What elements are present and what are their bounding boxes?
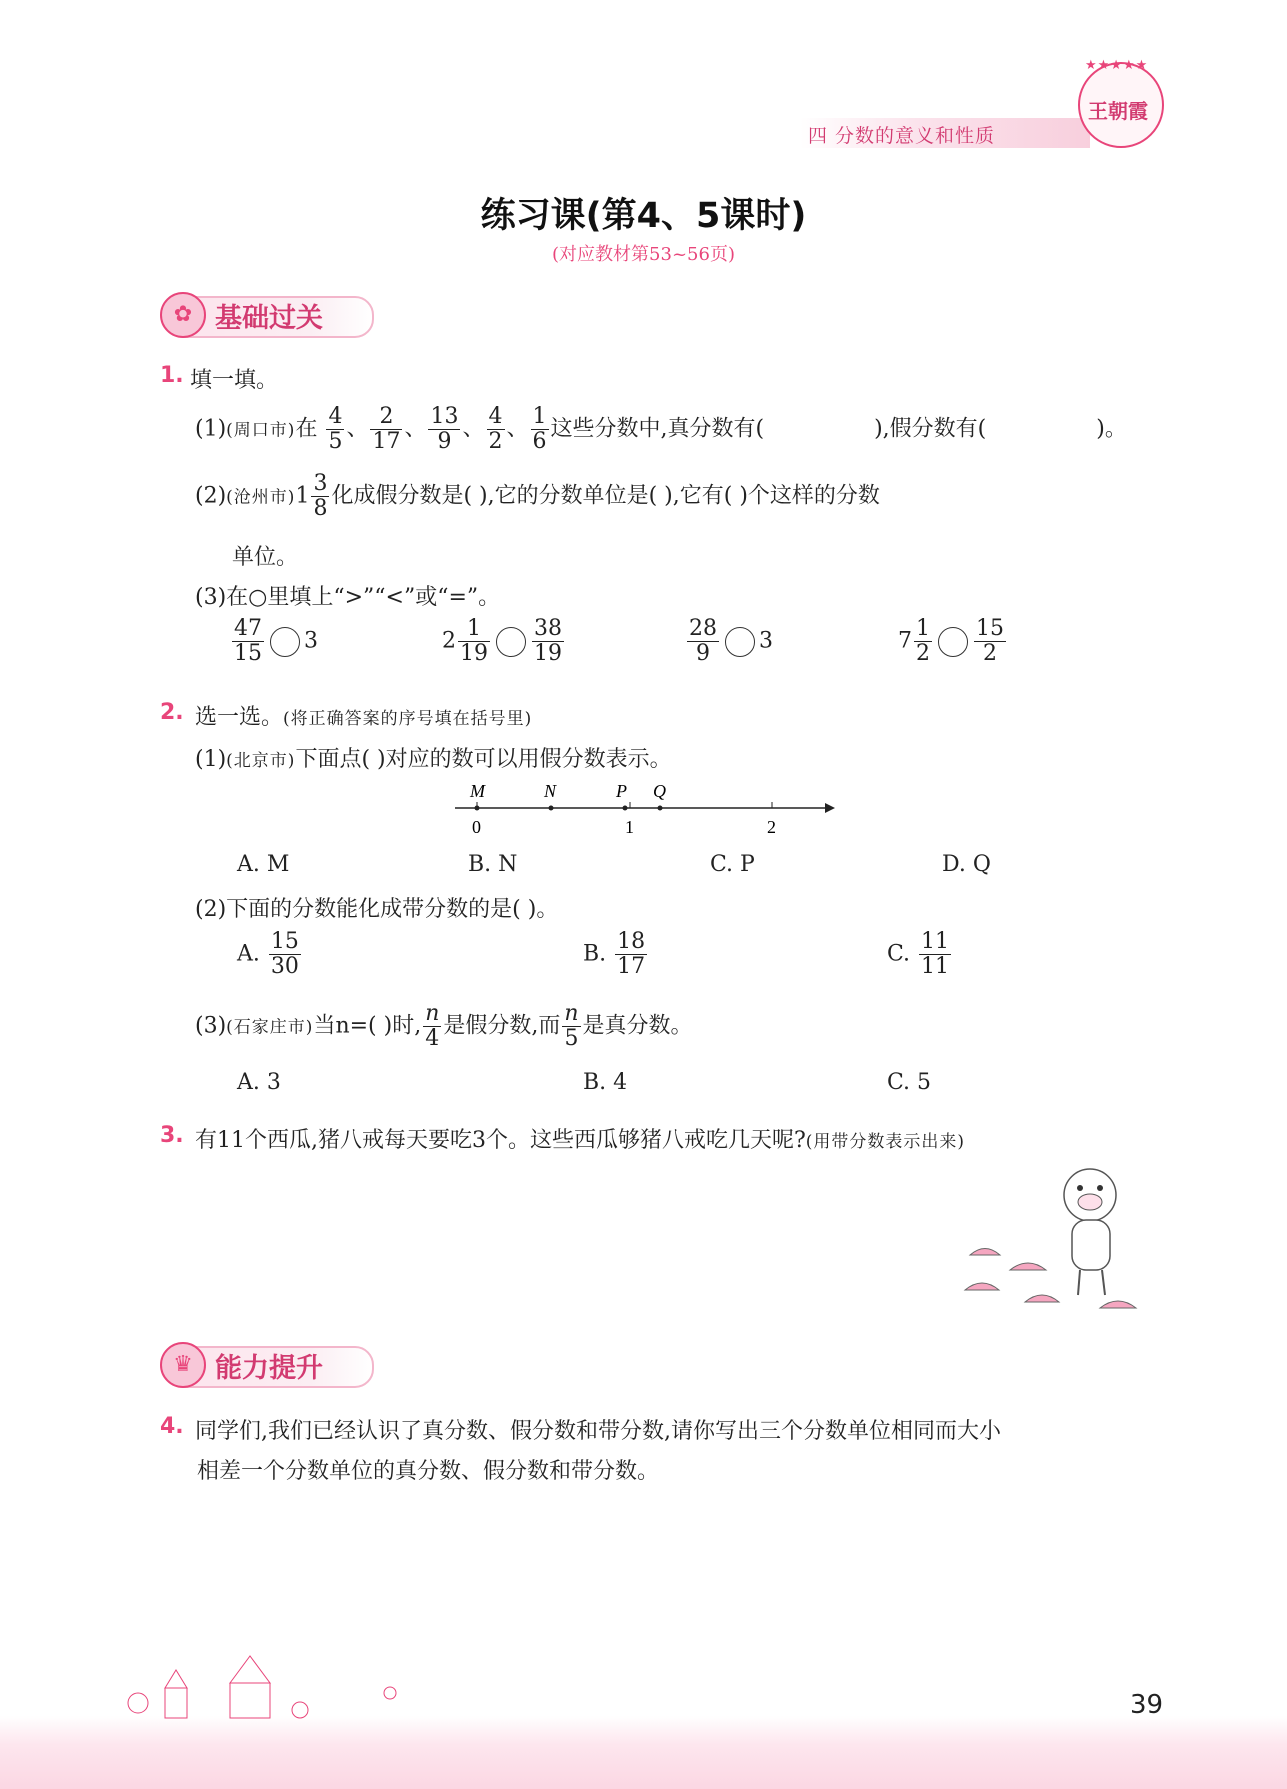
q1p1-tail: 这些分数中,真分数有( — [550, 416, 765, 442]
q1p1-mid: ),假分数有( — [874, 416, 987, 442]
compare-circle[interactable] — [270, 627, 300, 657]
fraction: $\frac{4}{5}$ — [328, 404, 343, 455]
compare-item-3: $\frac{28}{9}$ 3 — [689, 616, 773, 667]
fraction: $\frac{13}{9}$ — [430, 404, 459, 455]
label-M: M — [470, 781, 485, 801]
q2p1-option-b: B. N — [468, 852, 518, 877]
point-M — [475, 806, 480, 811]
section-title-ability: 能力提升 — [215, 1353, 323, 1384]
compare-item-4: 7 $\frac{1}{2}$ $\frac{15}{2}$ — [898, 616, 1004, 667]
compare-circle[interactable] — [938, 627, 968, 657]
q1-text: 填一填。 — [190, 368, 279, 393]
q2p2-option-b: B. $\frac{18}{17}$ — [583, 929, 646, 980]
page-subtitle: (对应教材第53~56页) — [552, 244, 735, 265]
q1-part3: (3)在○里填上“>”“<”或“=”。 — [195, 585, 501, 610]
label-P: P — [616, 781, 627, 801]
q2-number: 2. — [160, 700, 184, 725]
fraction: $\frac{1}{6}$ — [532, 404, 547, 455]
tick-0: 0 — [472, 817, 481, 837]
fraction: $\frac{4}{2}$ — [488, 404, 503, 455]
pig-watermelon-illustration — [950, 1160, 1170, 1320]
compare-circle[interactable] — [725, 627, 755, 657]
q1-part2: (2)(沧州市)1 $\frac{3}{8}$ 化成假分数是( ),它的分数单位是( ),它有( )个这样的分数 — [195, 471, 880, 522]
tick-2: 2 — [767, 817, 776, 837]
footer-band — [0, 1716, 1287, 1789]
q4-number: 4. — [160, 1414, 184, 1439]
q1-part1: (1)(周口市)在 $\frac{4}{5}$ 、 $\frac{2}{17}$ 、 $\frac{13}{9}$ 、 $\frac{4}{2}$ 、 $\frac{1}{6}$ 这些分数中,真分数有( ),假分数有( )。 — [195, 404, 1127, 455]
q2p1-option-c: C. P — [710, 852, 755, 877]
compare-circle[interactable] — [496, 627, 526, 657]
tick-1: 1 — [625, 817, 634, 837]
q1p1-end: )。 — [1096, 416, 1127, 442]
section-title-basic: 基础过关 — [215, 303, 323, 334]
q2p1-option-d: D. Q — [942, 852, 991, 877]
page-number: 39 — [1130, 1690, 1164, 1720]
q1-number: 1. — [160, 363, 184, 388]
q2-part3: (3)(石家庄市)当n=( )时, $\frac{n}{4}$ 是假分数,而 $\frac{n}{5}$ 是真分数。 — [195, 1001, 693, 1052]
q2-text: 选一选。(将正确答案的序号填在括号里) — [195, 705, 533, 730]
point-Q — [658, 806, 663, 811]
label-N: N — [544, 781, 557, 801]
q2p2-option-c: C. $\frac{11}{11}$ — [887, 929, 950, 980]
q4-line2: 相差一个分数单位的真分数、假分数和带分数。 — [197, 1459, 660, 1484]
q2p3-option-a: A. 3 — [237, 1070, 281, 1095]
chapter-title: 四 分数的意义和性质 — [808, 125, 996, 147]
globe-icon: ✿ — [160, 292, 206, 338]
trophy-icon: ♛ — [160, 1342, 206, 1388]
q2-part1: (1)(北京市)下面点( )对应的数可以用假分数表示。 — [195, 747, 672, 772]
fraction: $\frac{2}{17}$ — [372, 404, 401, 455]
point-N — [549, 806, 554, 811]
compare-item-2: 2 $\frac{1}{19}$ $\frac{38}{19}$ — [442, 616, 562, 667]
q2p3-option-b: B. 4 — [583, 1070, 628, 1095]
label-Q: Q — [653, 781, 666, 801]
q1p2-line2: 单位。 — [232, 545, 299, 570]
compare-item-1: $\frac{47}{15}$ 3 — [234, 616, 318, 667]
point-P — [623, 806, 628, 811]
q4-line1: 同学们,我们已经认识了真分数、假分数和带分数,请你写出三个分数单位相同而大小 — [195, 1419, 1001, 1444]
q2p2-option-a: A. $\frac{15}{30}$ — [237, 929, 299, 980]
number-line — [445, 775, 835, 845]
q1p1-prefix: (1) — [195, 416, 227, 442]
q2p3-option-c: C. 5 — [887, 1070, 932, 1095]
logo-text: 王朝霞 — [1088, 99, 1148, 123]
logo-stars: ★★★★★ — [1085, 58, 1149, 73]
page-title: 练习课(第4、5课时) — [480, 196, 807, 236]
town-decoration — [120, 1648, 420, 1723]
q3-text: 有11个西瓜,猪八戒每天要吃3个。这些西瓜够猪八戒吃几天呢?(用带分数表示出来) — [195, 1128, 966, 1153]
q1p1-lead: 在 — [295, 416, 318, 442]
q3-number: 3. — [160, 1123, 184, 1148]
q1p2-line1: 化成假分数是( ),它的分数单位是( ),它有( )个这样的分数 — [331, 483, 880, 509]
q1p1-city: (周口市) — [226, 420, 296, 441]
q2-part2: (2)下面的分数能化成带分数的是( )。 — [195, 897, 559, 922]
q2p1-option-a: A. M — [237, 852, 290, 877]
mixed-fraction: $\frac{3}{8}$ — [313, 471, 328, 522]
